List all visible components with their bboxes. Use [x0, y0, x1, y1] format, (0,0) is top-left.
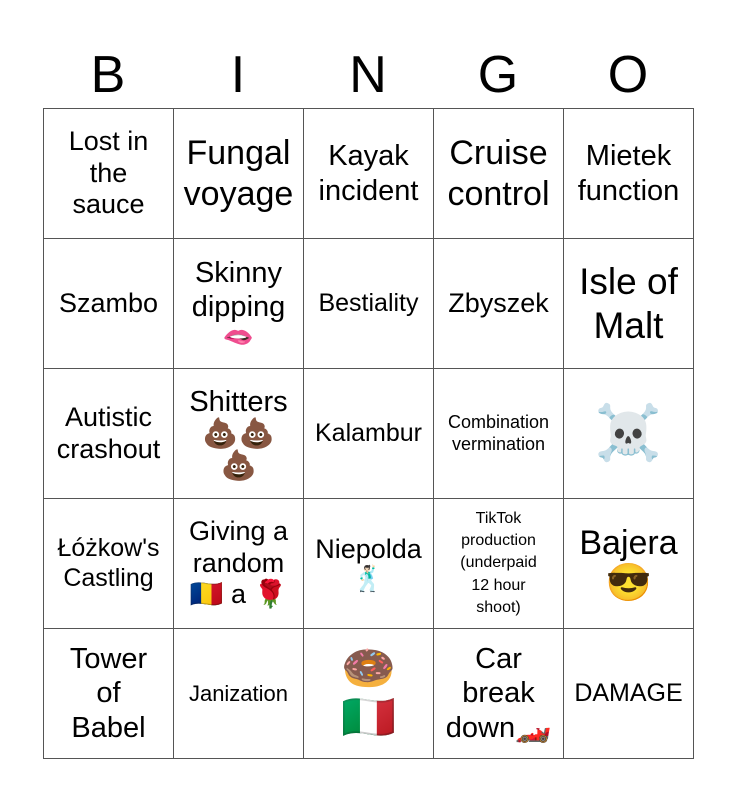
- cell-text: Giving a random: [188, 515, 289, 578]
- skull-crossbones-icon: ☠️: [594, 402, 663, 463]
- cell-text: Łóżkow's Castling: [57, 534, 160, 592]
- bingo-cell[interactable]: [563, 108, 694, 239]
- italy-flag-icon: 🇮🇹: [341, 692, 396, 742]
- cell-text: Bestiality: [318, 288, 419, 317]
- bingo-cell[interactable]: [303, 498, 434, 629]
- cell-text: DAMAGE: [574, 678, 683, 707]
- biting-lip-icon: 🫦: [222, 322, 255, 351]
- header-letter-g: G: [477, 46, 519, 104]
- cell-text: Isle of Malt: [579, 260, 678, 346]
- cell-text: Tower of Babel: [69, 643, 148, 744]
- bingo-cell[interactable]: [43, 108, 174, 239]
- bingo-board: [43, 108, 693, 758]
- cell-text: Szambo: [58, 287, 159, 318]
- header-letter-o: O: [607, 46, 649, 104]
- cell-text: Car break down🏎️: [445, 643, 552, 744]
- bingo-cell[interactable]: [43, 628, 174, 759]
- bingo-cell[interactable]: [173, 238, 304, 369]
- header-letter-b: B: [90, 46, 126, 104]
- donut-icon: 🍩: [341, 644, 396, 694]
- bingo-cell[interactable]: [303, 108, 434, 239]
- bingo-cell[interactable]: [303, 628, 434, 759]
- cell-text: Niepolda: [315, 533, 422, 564]
- bingo-cell[interactable]: [433, 108, 564, 239]
- bingo-cell[interactable]: [173, 498, 304, 629]
- cell-text: TikTok production (underpaid 12 hour shoot): [460, 509, 537, 617]
- cell-text: Janization: [188, 680, 289, 706]
- bingo-cell[interactable]: [43, 368, 174, 499]
- bingo-cell[interactable]: [563, 498, 694, 629]
- cell-text: Skinny dipping: [191, 256, 286, 323]
- cell-text: Combination vermination: [447, 412, 550, 454]
- cell-text: Bajera: [579, 524, 678, 563]
- bingo-header: [43, 42, 693, 108]
- cell-text: Kalambur: [315, 418, 422, 447]
- cell-text: Zbyszek: [448, 287, 549, 318]
- bingo-cell[interactable]: [303, 368, 434, 499]
- header-letter-n: N: [349, 46, 387, 104]
- bingo-cell[interactable]: [433, 368, 564, 499]
- bingo-cell[interactable]: [43, 498, 174, 629]
- bingo-cell[interactable]: [433, 628, 564, 759]
- cell-text: Shitters: [189, 385, 288, 418]
- bingo-cell[interactable]: [303, 238, 434, 369]
- romania-flag-rose-line: 🇷🇴 a 🌹: [189, 579, 288, 610]
- cell-text: Autistic crashout: [56, 401, 161, 464]
- bingo-cell[interactable]: [173, 368, 304, 499]
- dancer-icon: 🕺🏻: [352, 564, 385, 593]
- bingo-cell[interactable]: [563, 368, 694, 499]
- bingo-cell[interactable]: [563, 628, 694, 759]
- poop-icon: 💩: [220, 449, 257, 482]
- bingo-cell[interactable]: [433, 238, 564, 369]
- cell-text: Cruise control: [447, 134, 550, 213]
- bingo-cell[interactable]: [173, 628, 304, 759]
- poop-icon: 💩💩: [202, 417, 275, 450]
- cell-text: Fungal voyage: [183, 134, 294, 213]
- cell-text: Lost in the sauce: [68, 125, 149, 220]
- bingo-cell[interactable]: [173, 108, 304, 239]
- header-letter-i: I: [230, 46, 246, 104]
- bingo-cell[interactable]: [563, 238, 694, 369]
- bingo-cell[interactable]: [43, 238, 174, 369]
- cell-text: Mietek function: [577, 140, 680, 207]
- cell-text: Kayak incident: [318, 140, 419, 207]
- bingo-cell[interactable]: [433, 498, 564, 629]
- sunglasses-face-icon: 😎: [605, 562, 652, 604]
